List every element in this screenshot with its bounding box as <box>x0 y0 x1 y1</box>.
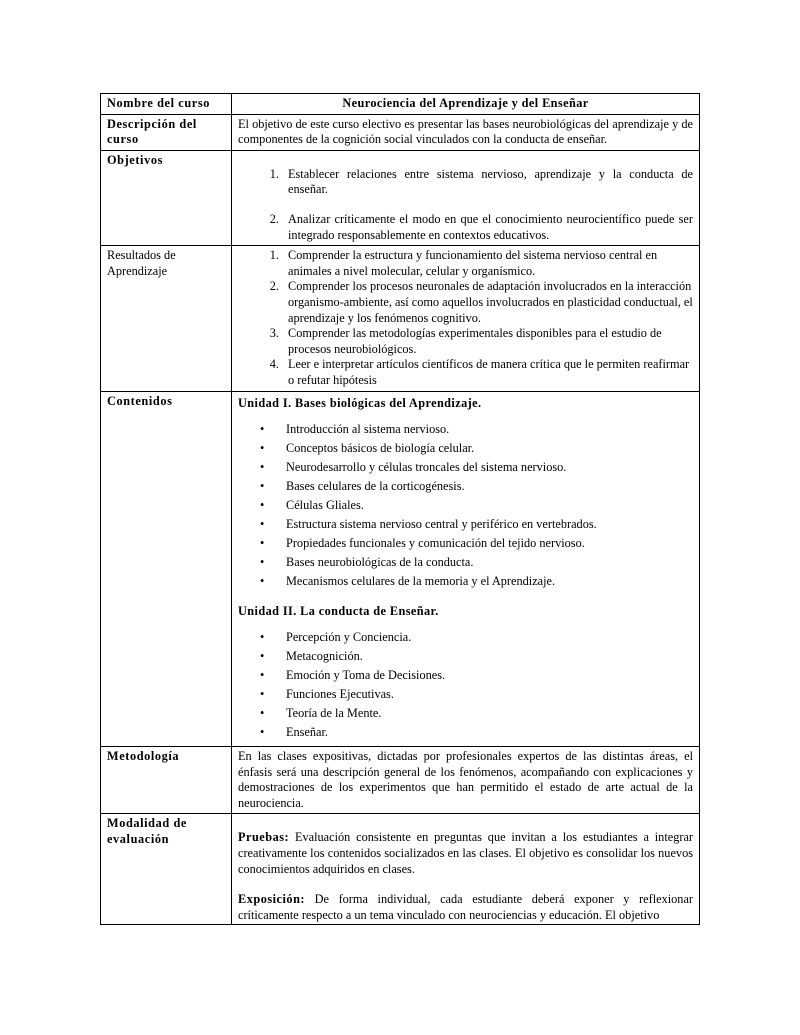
unit2-list <box>238 630 693 741</box>
descripcion-label: Descripción del curso <box>101 114 232 150</box>
contenidos-row <box>101 391 700 747</box>
unit1-item: • Neurodesarrollo y células troncales del sistema nervioso. <box>284 460 693 476</box>
evaluacion-label: Modalidad de evaluación <box>101 814 232 925</box>
exposicion-paragraph <box>238 892 693 922</box>
descripcion-row <box>101 114 700 150</box>
unit1-item: • Células Gliales. <box>284 498 693 514</box>
objetivos-list <box>238 167 693 243</box>
unit2-item: • Percepción y Conciencia. <box>284 630 693 646</box>
resultados-content <box>232 246 700 391</box>
evaluacion-content <box>232 814 700 925</box>
unit2-item: • Emoción y Toma de Decisiones. <box>284 668 693 684</box>
objetivo-item: 2. Analizar críticamente el modo en que el conocimiento neurocientífico puede ser integrado responsablemente en contextos educativos. <box>282 212 693 243</box>
exposicion-text: De forma individual, cada estudiante deberá exponer y reflexionar críticamente respecto a un tema vinculado con neurociencias y educación. El objetivo <box>238 892 693 922</box>
course-name: Neurociencia del Aprendizaje y del Enseñar <box>232 94 700 115</box>
metodologia-label: Metodología <box>101 747 232 814</box>
contenidos-label: Contenidos <box>101 391 232 747</box>
resultado-item: 3. Comprender las metodologías experimentales disponibles para el estudio de procesos neurobiológicos. <box>282 326 693 357</box>
pruebas-lead: Pruebas: <box>238 830 290 845</box>
metodologia-row <box>101 747 700 814</box>
pruebas-paragraph <box>238 830 693 877</box>
objetivos-content <box>232 150 700 245</box>
objetivos-row <box>101 150 700 245</box>
course-table <box>100 93 700 925</box>
unit2-item: • Funciones Ejecutivas. <box>284 687 693 703</box>
objetivos-label: Objetivos <box>101 150 232 245</box>
unit1-item: • Mecanismos celulares de la memoria y el Aprendizaje. <box>284 574 693 590</box>
unit2-item: • Enseñar. <box>284 725 693 741</box>
resultados-label: Resultados de Aprendizaje <box>101 246 232 391</box>
evaluacion-row <box>101 814 700 925</box>
resultado-item: 2. Comprender los procesos neuronales de adaptación involucrados en la interacción organismo-ambiente, así como aquellos involucrados en plasticidad conductual, el aprendizaje y los fenómenos cognitivo. <box>282 279 693 326</box>
resultado-item: 4. Leer e interpretar artículos científicos de manera crítica que le permiten reafirmar o refutar hipótesis <box>282 357 693 388</box>
pruebas-text: Evaluación consistente en preguntas que invitan a los estudiantes a integrar creativamente los contenidos socializados en las clases. El objetivo es consolidar los nuevos conocimientos adquiridos en clases. <box>238 830 693 876</box>
unit2-title: Unidad II. La conducta de Enseñar. <box>238 603 439 618</box>
metodologia-text: En las clases expositivas, dictadas por profesionales expertos de las distintas áreas, el énfasis será una descripción general de los fenómenos, acompañando con explicaciones y demostraciones de los experimentos que han permitido el estado de arte actual de la neurociencia. <box>232 747 700 814</box>
resultados-list <box>238 248 693 388</box>
resultados-row <box>101 246 700 391</box>
unit1-item: • Estructura sistema nervioso central y periférico en vertebrados. <box>284 517 693 533</box>
unit1-title: Unidad I. Bases biológicas del Aprendizaje. <box>238 395 482 410</box>
header-row <box>101 94 700 115</box>
header-label: Nombre del curso <box>101 94 232 115</box>
contenidos-content <box>232 391 700 747</box>
unit2-item: • Teoría de la Mente. <box>284 706 693 722</box>
unit1-item: • Conceptos básicos de biología celular. <box>284 441 693 457</box>
unit1-item: • Bases celulares de la corticogénesis. <box>284 479 693 495</box>
unit1-item: • Propiedades funcionales y comunicación del tejido nervioso. <box>284 536 693 552</box>
unit2-item: • Metacognición. <box>284 649 693 665</box>
exposicion-lead: Exposición: <box>238 892 305 907</box>
unit1-item: • Bases neurobiológicas de la conducta. <box>284 555 693 571</box>
unit1-item: • Introducción al sistema nervioso. <box>284 422 693 438</box>
unit1-list <box>238 422 693 589</box>
descripcion-text: El objetivo de este curso electivo es presentar las bases neurobiológicas del aprendizaje y de componentes de la cognición social vinculados con la conducta de enseñar. <box>232 114 700 150</box>
objetivo-item: 1. Establecer relaciones entre sistema nervioso, aprendizaje y la conducta de enseñar. <box>282 167 693 198</box>
resultado-item: 1. Comprender la estructura y funcionamiento del sistema nervioso central en animales a nivel molecular, celular y organísmico. <box>282 248 693 279</box>
